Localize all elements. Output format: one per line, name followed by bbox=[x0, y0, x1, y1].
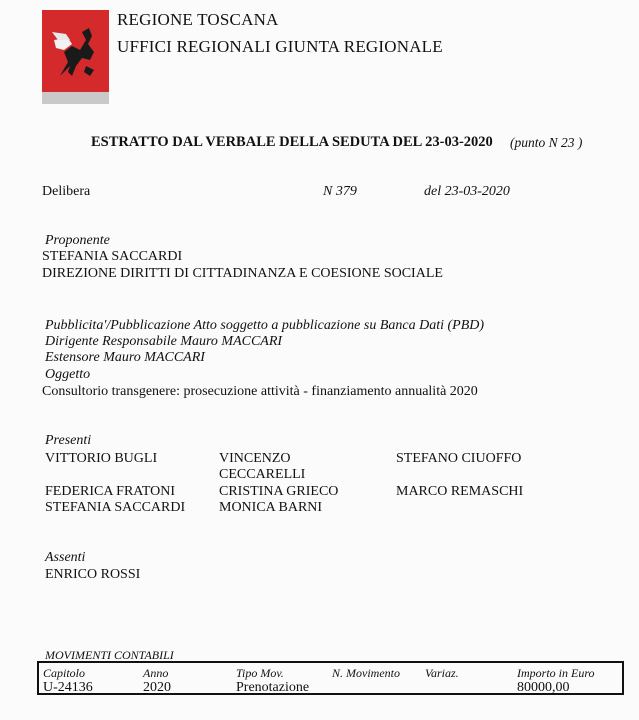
presente-name: MONICA BARNI bbox=[219, 500, 323, 515]
presente-name: STEFANO CIUOFFO bbox=[396, 451, 522, 466]
table-header-variaz: Variaz. bbox=[425, 666, 459, 680]
publication-value: Atto soggetto a pubblicazione su Banca Dati (PBD) bbox=[193, 318, 485, 333]
publication-row bbox=[45, 318, 484, 334]
manager-value: Mauro MACCARI bbox=[180, 334, 283, 349]
table-header-tipo-mov: Tipo Mov. bbox=[236, 666, 284, 680]
proponente-label: Proponente bbox=[45, 233, 110, 248]
pegasus-logo-icon bbox=[42, 10, 109, 104]
office-name: UFFICI REGIONALI GIUNTA REGIONALE bbox=[117, 37, 443, 56]
delibera-label: Delibera bbox=[42, 184, 91, 199]
table-header-capitolo: Capitolo bbox=[43, 666, 86, 680]
table-cell-anno: 2020 bbox=[143, 680, 171, 695]
table-header-importo: Importo in Euro bbox=[517, 666, 595, 680]
proponente-direction: DIREZIONE DIRITTI DI CITTADINANZA E COESIONE SOCIALE bbox=[42, 266, 443, 281]
drafter-row bbox=[45, 350, 205, 366]
presente-name: CRISTINA GRIECO bbox=[219, 484, 339, 499]
table-header-n-movimento: N. Movimento bbox=[332, 666, 400, 680]
document-title: ESTRATTO DAL VERBALE DELLA SEDUTA DEL 23-03-2020 bbox=[91, 134, 493, 150]
region-name: REGIONE TOSCANA bbox=[117, 10, 279, 29]
presente-name: STEFANIA SACCARDI bbox=[45, 500, 186, 515]
table-cell-capitolo: U-24136 bbox=[43, 680, 93, 695]
manager-label: Dirigente Responsabile bbox=[45, 334, 177, 349]
title-point-note: (punto N 23 ) bbox=[510, 135, 583, 150]
presente-name: VINCENZO bbox=[219, 451, 291, 466]
publication-label: Pubblicita'/Pubblicazione bbox=[45, 318, 191, 333]
movimenti-label: MOVIMENTI CONTABILI bbox=[45, 648, 174, 662]
presente-name: CECCARELLI bbox=[219, 467, 306, 482]
movimenti-table bbox=[37, 661, 624, 695]
presente-name: MARCO REMASCHI bbox=[396, 484, 524, 499]
presente-name: FEDERICA FRATONI bbox=[45, 484, 176, 499]
table-header-anno: Anno bbox=[143, 666, 169, 680]
table-cell-importo: 80000,00 bbox=[517, 680, 570, 695]
table-cell-tipo-mov: Prenotazione bbox=[236, 680, 310, 695]
assenti-label: Assenti bbox=[45, 550, 86, 565]
subject-value: Consultorio transgenere: prosecuzione attività - finanziamento annualità 2020 bbox=[42, 384, 478, 399]
presenti-label: Presenti bbox=[45, 433, 92, 448]
delibera-number: N 379 bbox=[323, 184, 357, 199]
subject-label: Oggetto bbox=[45, 367, 91, 382]
delibera-date: del 23-03-2020 bbox=[424, 184, 510, 199]
assente-name: ENRICO ROSSI bbox=[45, 567, 141, 582]
manager-row bbox=[45, 334, 282, 350]
proponente-name: STEFANIA SACCARDI bbox=[42, 249, 183, 264]
drafter-label: Estensore bbox=[45, 350, 100, 365]
drafter-value: Mauro MACCARI bbox=[103, 350, 205, 365]
presente-name: VITTORIO BUGLI bbox=[45, 451, 158, 466]
